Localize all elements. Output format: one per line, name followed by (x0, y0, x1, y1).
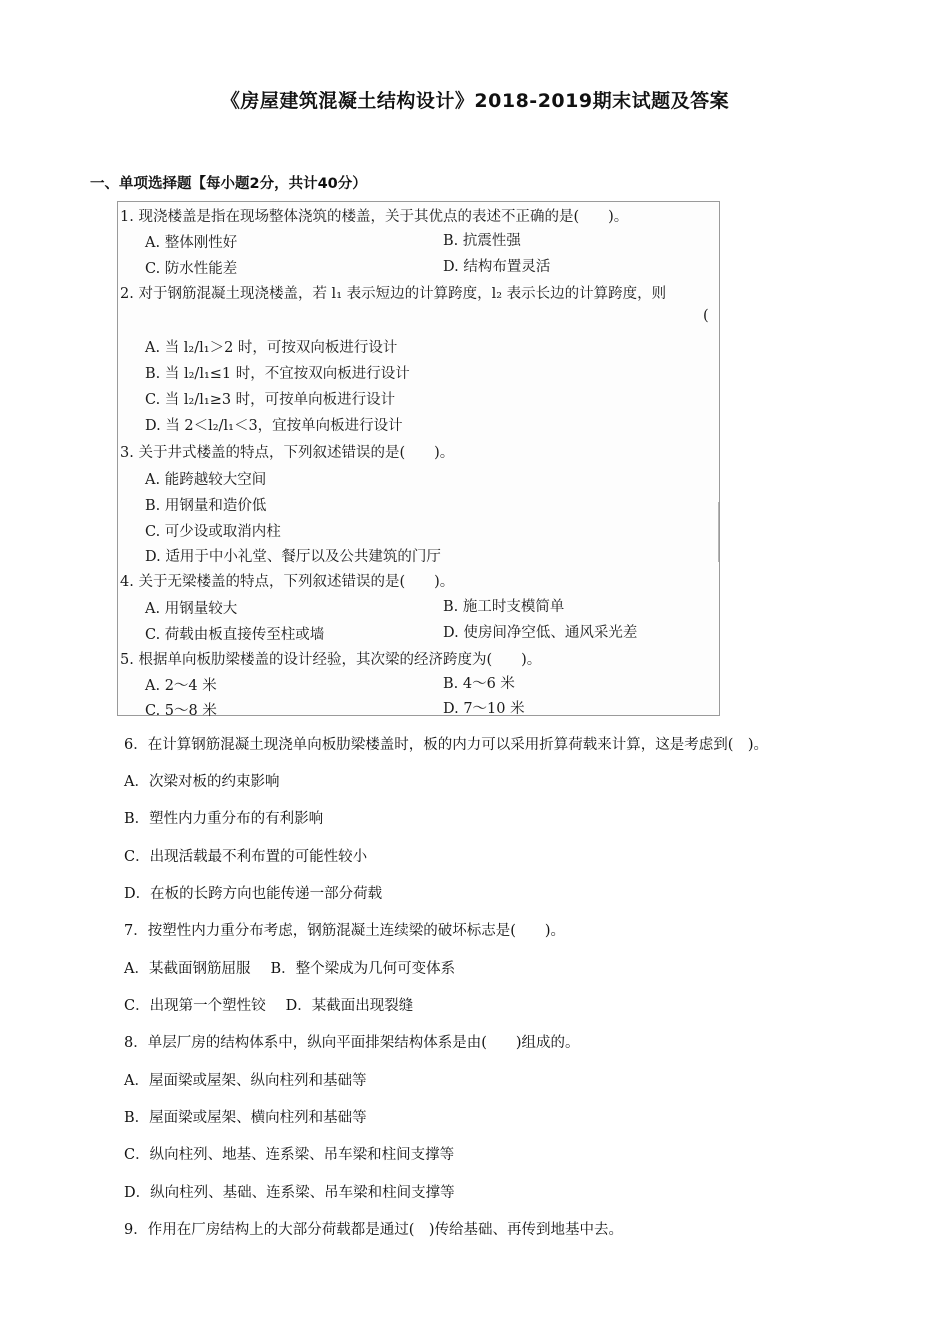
q8-option-a: A．屋面梁或屋架、纵向柱列和基础等 (124, 1073, 367, 1089)
q2-option-a: A. 当 l₂/l₁＞2 时，可按双向板进行设计 (145, 340, 398, 356)
page-title: 《房屋建筑混凝土结构设计》2018-2019期末试题及答案 (220, 90, 730, 112)
q7-options-cd (124, 994, 413, 1015)
q7-options-ab (124, 957, 455, 978)
q3-option-c: C. 可少设或取消内柱 (145, 524, 281, 540)
q8-option-d: D．纵向柱列、基础、连系梁、吊车梁和柱间支撑等 (124, 1185, 455, 1201)
question-2: 2. 对于钢筋混凝土现浇楼盖，若 l₁ 表示短边的计算跨度，l₂ 表示长边的计算跨度，则 (120, 286, 667, 302)
question-7: 7．按塑性内力重分布考虑，钢筋混凝土连续梁的破坏标志是( )。 (124, 923, 566, 939)
q8-option-c: C．纵向柱列、地基、连系梁、吊车梁和柱间支撑等 (124, 1147, 455, 1163)
scan-edge-mark (718, 502, 719, 562)
q1-option-b: B. 抗震性强 (443, 233, 521, 249)
question-9: 9．作用在厂房结构上的大部分荷载都是通过( )传给基础、再传到地基中去。 (124, 1222, 624, 1238)
question-8: 8．单层厂房的结构体系中，纵向平面排架结构体系是由( )组成的。 (124, 1035, 580, 1051)
q6-option-b: B．塑性内力重分布的有利影响 (124, 811, 324, 827)
question-3: 3. 关于井式楼盖的特点，下列叙述错误的是( )。 (120, 445, 455, 461)
q5-option-b: B. 4～6 米 (443, 676, 515, 692)
q1-option-d: D. 结构布置灵活 (443, 259, 551, 275)
q7-option-d: D．某截面出现裂缝 (285, 998, 414, 1014)
question-5: 5. 根据单向板肋梁楼盖的设计经验，其次梁的经济跨度为( )。 (120, 652, 542, 668)
q6-option-c: C．出现活载最不利布置的可能性较小 (124, 849, 368, 865)
q8-option-b: B．屋面梁或屋架、横向柱列和基础等 (124, 1110, 367, 1126)
q1-option-a: A. 整体刚性好 (145, 235, 238, 251)
question-1: 1. 现浇楼盖是指在现场整体浇筑的楼盖，关于其优点的表述不正确的是( )。 (120, 209, 629, 225)
q3-option-a: A. 能跨越较大空间 (145, 472, 267, 488)
q5-option-c: C. 5～8 米 (145, 703, 217, 719)
q7-option-c: C．出现第一个塑性铰 (124, 998, 266, 1014)
q4-option-d: D. 使房间净空低、通风采光差 (443, 625, 638, 641)
scanned-question-block (117, 201, 720, 719)
q4-option-c: C. 荷载由板直接传至柱或墙 (145, 627, 325, 643)
q5-option-a: A. 2～4 米 (145, 678, 217, 694)
q7-option-b: B．整个梁成为几何可变体系 (270, 961, 456, 977)
q6-option-d: D．在板的长跨方向也能传递一部分荷载 (124, 886, 383, 902)
q4-option-b: B. 施工时支模简单 (443, 599, 565, 615)
q6-option-a: A．次梁对板的约束影响 (124, 774, 280, 790)
q2-option-b: B. 当 l₂/l₁≤1 时，不宜按双向板进行设计 (145, 366, 410, 382)
q3-option-d: D. 适用于中小礼堂、餐厅以及公共建筑的门厅 (145, 549, 441, 565)
q2-option-c: C. 当 l₂/l₁≥3 时，可按单向板进行设计 (145, 392, 396, 408)
section-heading: 一、单项选择题【每小题2分，共计40分） (90, 176, 367, 192)
q3-option-b: B. 用钢量和造价低 (145, 498, 267, 514)
q2-paren: ( (703, 308, 709, 324)
q5-option-d: D. 7～10 米 (443, 701, 525, 717)
q4-option-a: A. 用钢量较大 (145, 601, 238, 617)
q2-option-d: D. 当 2＜l₂/l₁＜3，宜按单向板进行设计 (145, 418, 403, 434)
q7-option-a: A．某截面钢筋屈服 (124, 961, 251, 977)
question-6: 6．在计算钢筋混凝土现浇单向板肋梁楼盖时，板的内力可以采用折算荷载来计算，这是考虑到( )。 (124, 737, 769, 753)
q1-option-c: C. 防水性能差 (145, 261, 238, 277)
question-4: 4. 关于无梁楼盖的特点，下列叙述错误的是( )。 (120, 574, 455, 590)
